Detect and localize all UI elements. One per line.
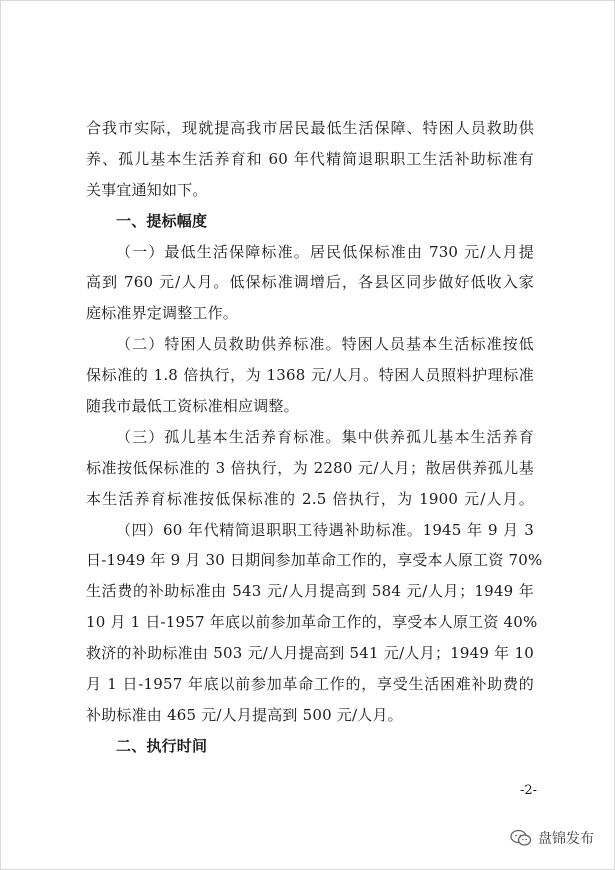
text-line: 救济的补助标准由 503 元/人月提高到 541 元/人月；1949 年 10: [86, 644, 534, 663]
text-line: 标准按低保标准的 3 倍执行，为 2280 元/人月；散居供养孤儿基: [86, 458, 534, 477]
section-heading-2: 二、执行时间: [116, 736, 208, 755]
text-line: 保标准的 1.8 倍执行，为 1368 元/人月。特困人员照料护理标准: [86, 366, 534, 385]
watermark-label: 盘锦发布: [538, 831, 594, 847]
text-line: 关事宜通知如下。: [86, 180, 208, 199]
watermark: [510, 828, 594, 848]
text-line: 养、孤儿基本生活养育和 60 年代精简退职职工生活补助标准有: [86, 149, 534, 168]
text-line: 日-1949 年 9 月 30 日期间参加革命工作的，享受本人原工资 70%: [86, 551, 543, 570]
page-number: -2-: [519, 783, 537, 798]
text-line: （二）特困人员救助供养标准。特困人员基本生活标准按低: [116, 335, 534, 354]
text-line: （三）孤儿基本生活养育标准。集中供养孤儿基本生活养育: [116, 427, 534, 446]
text-line: 生活费的补助标准由 543 元/人月提高到 584 元/人月；1949 年: [86, 582, 534, 601]
wechat-icon: [510, 829, 532, 847]
text-line: 本生活养育标准按低保标准的 2.5 倍执行，为 1900 元/人月。: [86, 489, 534, 508]
text-line: 月 1 日-1957 年底以前参加革命工作的，享受生活困难补助费的: [86, 675, 534, 694]
document-body: [86, 113, 543, 762]
text-line: 庭标准界定调整工作。: [86, 304, 239, 323]
text-line: 高到 760 元/人月。低保标准调增后，各县区同步做好低收入家: [86, 273, 534, 292]
text-line: 随我市最低工资标准相应调整。: [86, 397, 299, 416]
section-heading-1: 一、提标幅度: [116, 211, 208, 230]
text-line: 补助标准由 465 元/人月提高到 500 元/人月。: [86, 705, 403, 724]
text-line: 10 月 1 日-1957 年底以前参加革命工作的，享受本人原工资 40%: [86, 613, 538, 632]
text-line: 合我市实际，现就提高我市居民最低生活保障、特困人员救助供: [86, 119, 534, 137]
text-line: （四）60 年代精简退职职工待遇补助标准。1945 年 9 月 3: [116, 520, 534, 539]
text-line: （一）最低生活保障标准。居民低保标准由 730 元/人月提: [116, 242, 534, 261]
